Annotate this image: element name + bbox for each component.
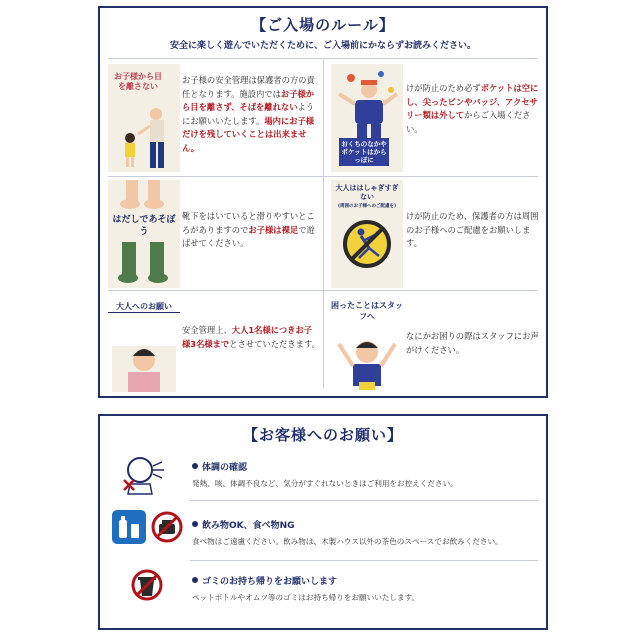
adult-child-icon [108, 64, 180, 172]
divider [190, 560, 538, 561]
card-caption: はだしであそぼう [112, 215, 176, 237]
rule-text-2: けが防止のため必ずポケットは空にし、尖ったピンやバッジ、アクセサリー類は外してからご入場ください。 [406, 83, 539, 134]
guest-title: 【お客様へのお願い】 [242, 426, 403, 444]
food-drink-heading: 飲み物OK、食べ物NG [192, 518, 295, 531]
guest-request-panel [98, 414, 548, 630]
bullet-icon [192, 521, 198, 527]
rules-title: 【ご入場のルール】 [251, 16, 395, 34]
card-caption: お子様から目を離さない [114, 72, 162, 91]
illustration-adult-and-child [108, 64, 180, 172]
rule-text-6: なにかお困りの際はスタッフにお声がけください。 [406, 331, 539, 355]
card-caption: おくちのなかやポケットはからっぽに [341, 140, 387, 164]
column-divider [323, 60, 324, 388]
sick-person-icon [122, 454, 166, 498]
divider [190, 500, 538, 501]
no-food-icon [150, 510, 184, 544]
card-caption: 大人ははしゃぎすぎない [335, 184, 399, 201]
card-subcaption: (周囲のお子様へのご配慮を) [337, 204, 397, 209]
bullet-icon [192, 463, 198, 469]
trash-heading: ゴミのお持ち帰りをお願いします [192, 574, 337, 587]
rule-text-5: 安全管理上、大人1名様につきお子様3名様までとさせていただきます。 [182, 325, 320, 349]
entry-rules-panel [98, 6, 548, 398]
card-caption: 大人へのお願い [108, 302, 180, 313]
drink-ok-icon [112, 510, 146, 544]
illustration-no-excitement [331, 180, 403, 288]
adult-face-icon [108, 296, 180, 392]
no-trash-icon [130, 568, 164, 602]
bullet-icon [192, 577, 198, 583]
waving-child-icon [331, 296, 403, 392]
illustration-ask-staff [331, 296, 403, 392]
no-jumping-adult-icon [331, 180, 403, 288]
divider [108, 58, 538, 59]
illustration-adult-request [108, 296, 180, 392]
rule-text-4: けが防止のため、保護者の方は周囲のお子様へのご配慮をお願いします。 [406, 211, 539, 249]
trash-body: ペットボトルやオムツ等のゴミはお持ち帰りをお願いいたします。 [192, 593, 420, 602]
health-check-body: 発熱、咳、体調不良など、気分がすぐれないときはご利用をお控えください。 [192, 479, 458, 488]
rules-subtitle: 安全に楽しく遊んでいただくために、ご入場前にかならずお読みください。 [169, 41, 476, 51]
card-caption: 困ったことはスタッフへ [331, 301, 403, 321]
rule-text-1: お子様の安全管理は保護者の方の責任となります。施設内ではお子様から目を離さず、そばを離れないようにお願いいたします。場内にお子様だけを残していくことは出来ません。 [182, 75, 315, 153]
food-drink-body: 食べ物はご遠慮ください。飲み物は、木製ハウス以外の茶色のスペースでお飲みください。 [192, 537, 503, 546]
rule-text-3: 靴下をはいていると滑りやすいところがありますのでお子様は裸足で遊ばせてください。 [182, 211, 315, 249]
health-check-heading: 体調の確認 [192, 460, 247, 473]
illustration-empty-pockets [331, 64, 403, 172]
illustration-barefoot [108, 180, 180, 288]
